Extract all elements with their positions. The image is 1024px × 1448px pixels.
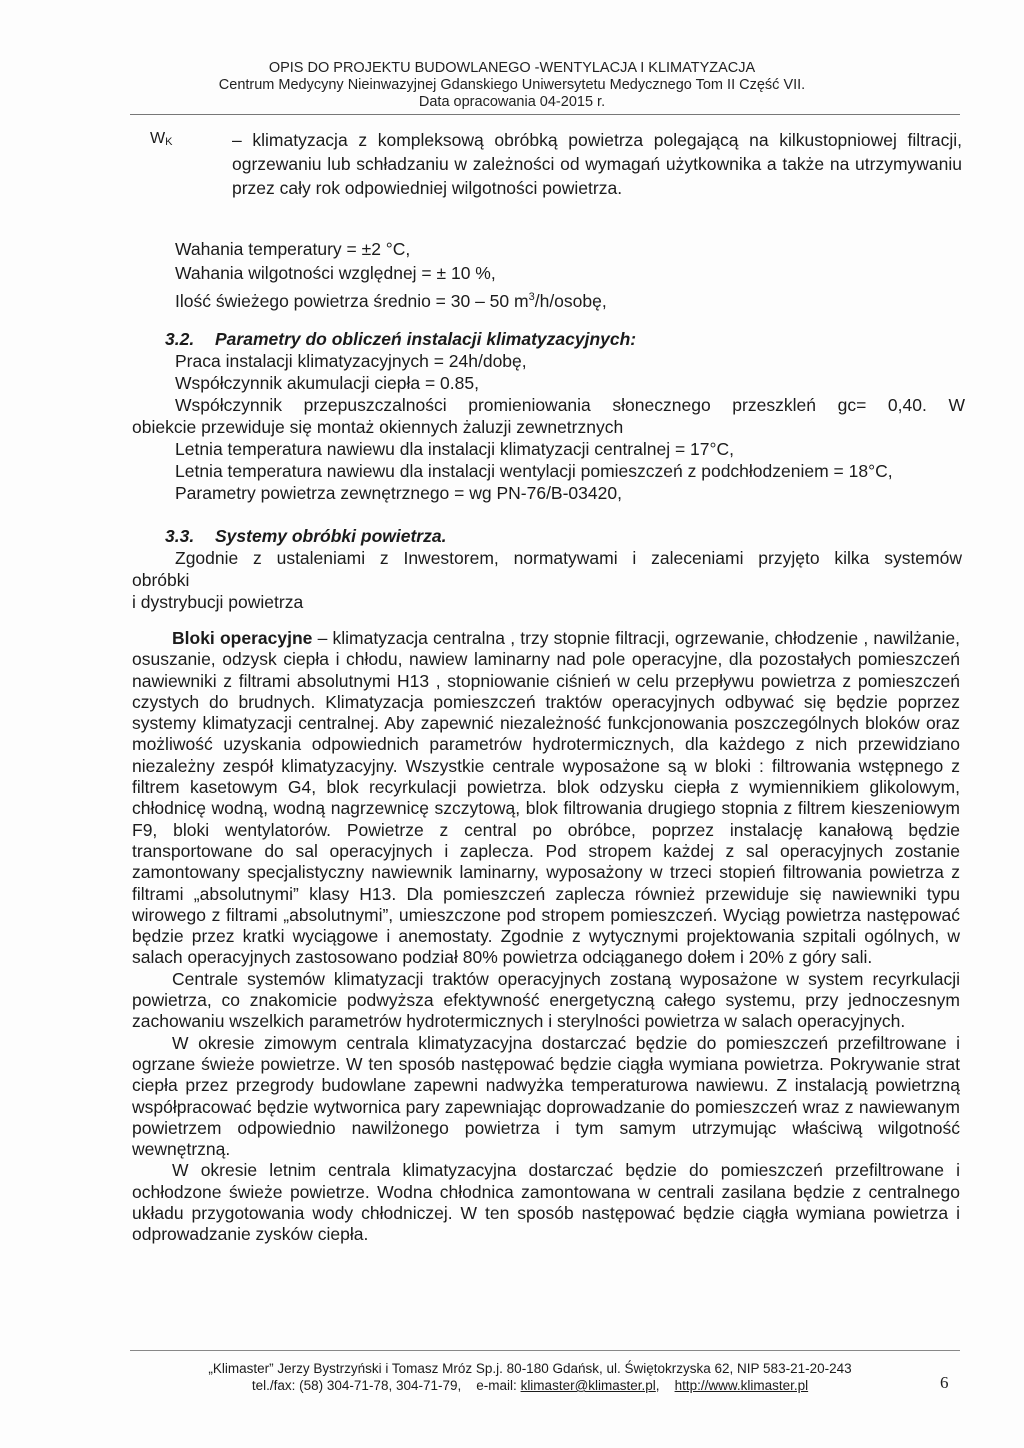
section-3-2-heading: 3.2. Parametry do obliczeń instalacji klimatyzacyjnych:	[165, 329, 637, 349]
page-header	[0, 60, 1024, 111]
header-subtitle: Centrum Medycyny Nieinwazyjnej Gdanskiego Uniwersytetu Medycznego Tom II Część VII.	[218, 77, 806, 93]
header-date: Data opracowania 04-2015 r.	[418, 94, 606, 110]
wk-description: – klimatyzacja z kompleksową obróbką powietrza polegającą na kilkustopniowej filtracji, ogrzewaniu lub schładzaniu w zależności od wymagań użytkownika a także na utrzymywaniu przez cały rok odpowiedniej wilgotności powietrza.	[232, 130, 962, 198]
email-link[interactable]: klimaster@klimaster.pl	[520, 1378, 656, 1393]
section-3-2	[165, 328, 965, 350]
page-footer	[140, 1360, 920, 1394]
main-body	[132, 628, 960, 1246]
paragraph-recyrkulacja: Centrale systemów klimatyzacji traktów operacyjnych zostaną wyposażone w system recyrkulacji powietrza, co znakomicie podwyższa efektywność energetyczną całego systemu, przy jednoczesnym zachowaniu wszelkich parametrów hydrotermicznych i sterylności powietrza w salach operacyjnych.	[132, 968, 960, 1032]
footer-divider	[130, 1350, 960, 1351]
footer-company: „Klimaster” Jerzy Bystrzyński i Tomasz Mróz Sp.j. 80-180 Gdańsk, ul. Świętokrzyska 62, NIP 583-21-20-243	[208, 1361, 852, 1376]
tolerance-list	[175, 238, 607, 312]
section-3-2-params: Praca instalacji klimatyzacyjnych = 24h/dobę, Współczynnik akumulacji ciepła = 0.85, Współczynnik przepuszczalności promieniowania słonecznego przeszkleń gc= 0,40. W	[175, 351, 965, 415]
header-title: OPIS DO PROJEKTU BUDOWLANEGO -WENTYLACJA I KLIMATYZACJA	[268, 60, 756, 76]
bloki-label: Bloki operacyjne	[172, 628, 313, 648]
paragraph-bloki-operacyjne: Bloki operacyjne – klimatyzacja centralna , trzy stopnie filtracji, ogrzewanie, chłodzenie , nawilżanie, osuszanie, odzysk ciepła i chłodu, nawiew laminarny nad pole operacyjne, dla pozostałych pomieszczeń nawiewniki z filtrami absolutnymi H13 , stopniowanie ciśnień w celu przepływu powietrza z pomieszczeń czystych do brudnych. Klimatyzacja pomieszczeń traktów operacyjnych odbywać się będzie poprzez systemy klimatyzacji centralnej. Aby zapewnić niezależność funkcjonowania poszczególnych bloków oraz możliwość uzyskania odpowiednich parametrów hydrotermicznych, dla każdego z nich przewidziano niezależny zespół klimatyzacyjny. Wszystkie centrale wyposażone są w bloki : filtrowania wstępnego z filtrem kasetowym G4, blok recyrkulacji powietrza. blok odzysku ciepła z wymiennikiem glikolowym, chłodnicę wodną, wodną nagrzewnicę szczytową, blok filtrowania drugiego stopnia z filtrem kieszeniowym F9, bloki wentylatorów. Powietrze z central po obróbce, poprzez instalację kanałową będzie transportowane do sal operacyjnych i zaplecza. Pod stropem każdej z sal operacyjnych zostanie zamontowany specjalistyczny nawiewnik laminarny, wyposażony w trzeci stopień filtrowania powietrza z filtrami „absolutnymi” klasy H13. Dla pomieszczeń zaplecza również przewiduje się nawiewniki typu wirowego z filtrami „absolutnymi”, umieszczone pod stropem pomieszczeń. Wyciąg powietrza następować będzie przez kratki wyciągowe i anemostaty. Zgodnie z wytycznymi projektowania szpitali ogólnych, w salach operacyjnych zastosowano podział 80% powietrza odciąganego dołem i 20% z góry sali.	[132, 628, 960, 968]
section-3-3-intro: Zgodnie z ustaleniami z Inwestorem, normatywami i zaleceniami przyjęto kilka systemów obróbki i dystrybucji powietrza	[132, 548, 962, 612]
section-3-3-heading: 3.3. Systemy obróbki powietrza.	[165, 526, 447, 546]
footer-contact: tel./fax: (58) 304-71-78, 304-71-79, e-mail: klimaster@klimaster.pl, http://www.klimaster.pl	[251, 1378, 809, 1393]
humidity-tolerance: Wahania wilgotności względnej = ± 10 %,	[175, 263, 496, 283]
page-number: 6	[940, 1373, 949, 1392]
header-divider	[130, 114, 960, 115]
section-3-2-note: obiekcie przewiduje się montaż okiennych żaluzji zewnetrznych	[132, 417, 624, 437]
wk-symbol: $W_K$	[150, 130, 173, 148]
temp-tolerance: Wahania temperatury = ±2 °C,	[175, 239, 411, 259]
website-link[interactable]: http://www.klimaster.pl	[674, 1378, 809, 1393]
section-3-3	[165, 525, 965, 547]
paragraph-lato: W okresie letnim centrala klimatyzacyjna dostarczać będzie do pomieszczeń przefiltrowane i ochłodzone świeże powietrze. Wodna chłodnica zamontowana w centrali zasilana będzie z centralnego układu przygotowania wody chłodniczej. W ten sposób następować będzie ciągła wymiana powietrza i odprowadzanie zysków ciepła.	[132, 1160, 960, 1245]
section-3-2-temps: Letnia temperatura nawiewu dla instalacji klimatyzacji centralnej = 17°C, Letnia temperatura nawiewu dla instalacji wentylacji pomieszczeń z podchłodzeniem = 18°C, Parametry powietrza zewnętrznego = wg PN-76/B-03420,	[175, 439, 893, 503]
fresh-air-amount: Ilość świeżego powietrza średnio = 30 – 50 $m^3/h$/osobę,	[175, 290, 607, 311]
paragraph-zima: W okresie zimowym centrala klimatyzacyjna dostarczać będzie do pomieszczeń przefiltrowane i ogrzane świeże powietrze. W ten sposób następować będzie ciągła wymiana powietrza. Pokrywanie strat ciepła przez przegrody budowlane zapewni nadwyżka temperaturowa nawiewu. Z instalacją powietrzną współpracować będzie wytwornica pary zapewniając doprowadzanie do pomieszczeń wraz z nawiewanym powietrzem odpowiednio nawilżonego powietrza i tym samym utrzymując właściwą wilgotność wewnętrzną.	[132, 1032, 960, 1160]
